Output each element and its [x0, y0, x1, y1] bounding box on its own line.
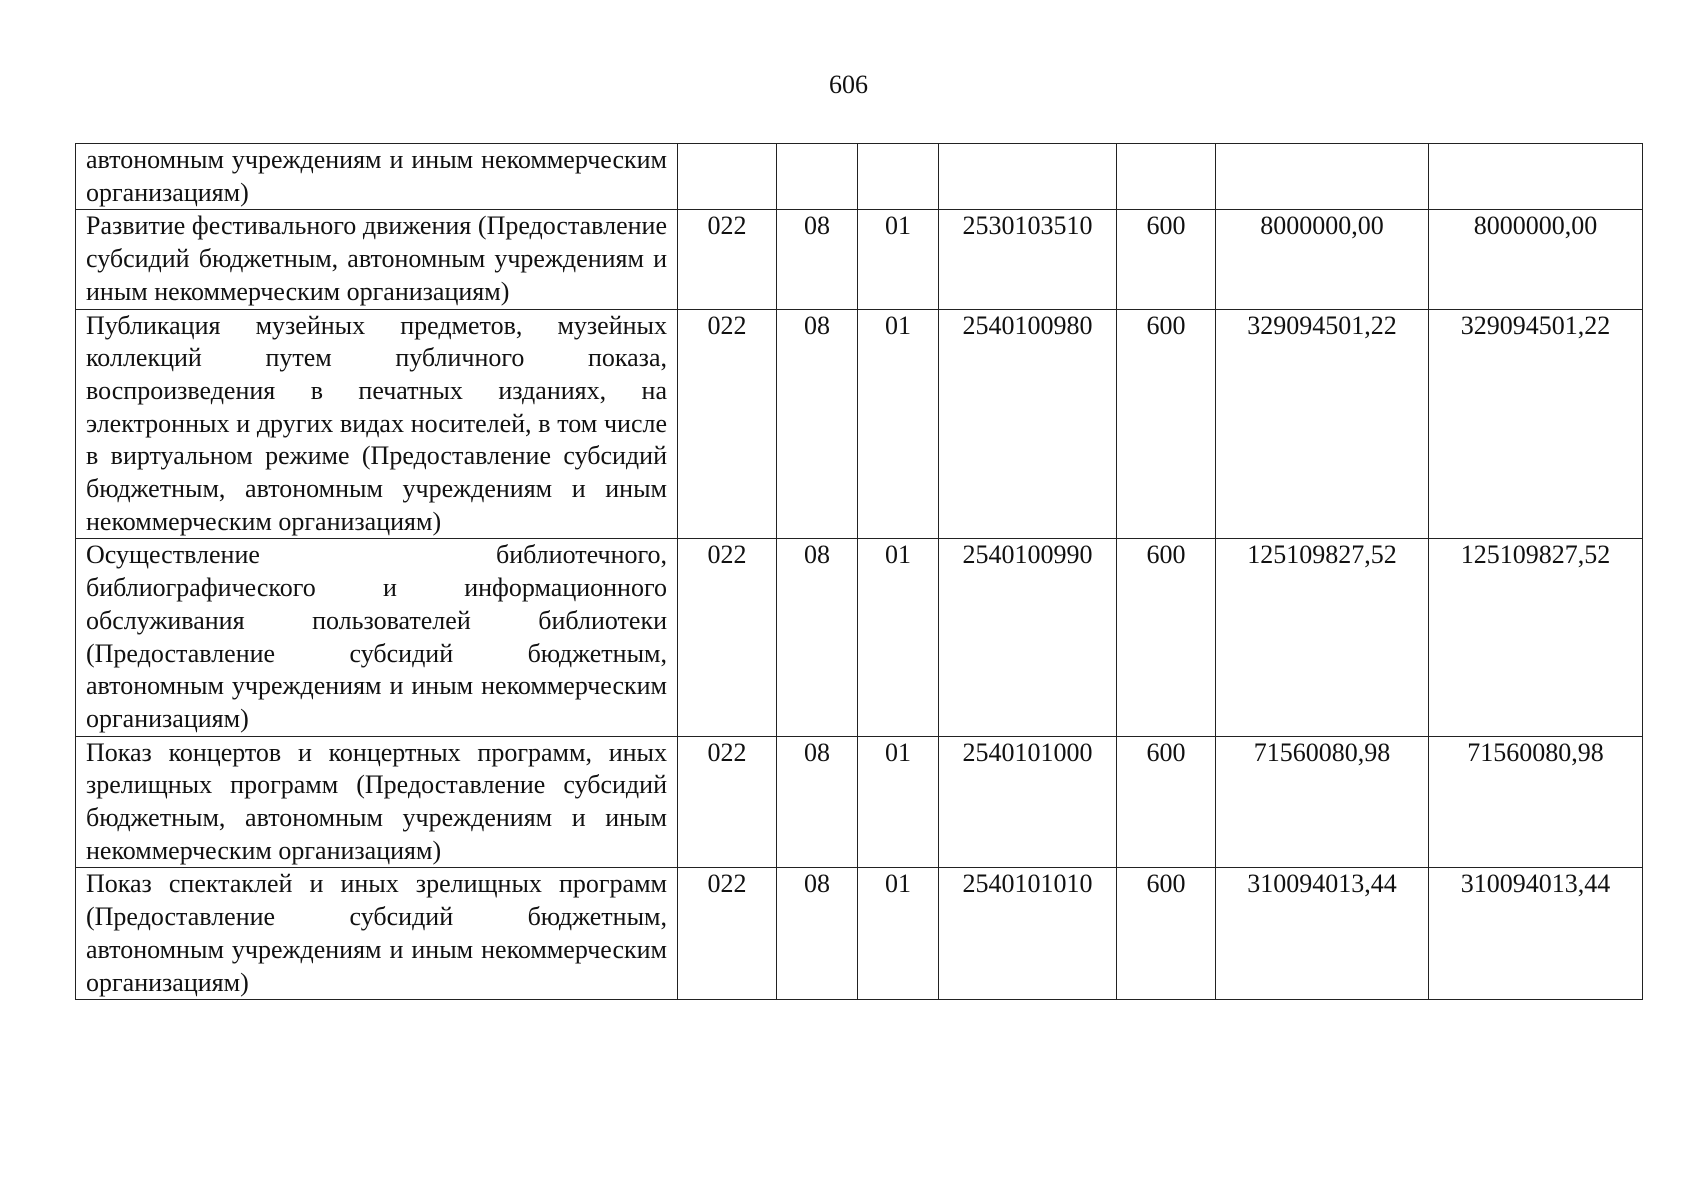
row-expense-type-code: 600	[1117, 868, 1216, 1000]
row-description: Показ спектаклей и иных зрелищных программ (Предоставление субсидий бюджетным, автономным учреждениям и иным некоммерческим организациям)	[76, 868, 678, 1000]
table-row	[76, 539, 1643, 736]
row-grbs-code	[678, 144, 777, 210]
row-grbs-code: 022	[678, 309, 777, 539]
row-amount-second: 125109827,52	[1429, 539, 1643, 736]
row-target-article-code: 2540101000	[939, 736, 1117, 868]
row-section-code: 08	[777, 868, 858, 1000]
row-amount-second: 8000000,00	[1429, 210, 1643, 309]
row-amount-first: 329094501,22	[1216, 309, 1429, 539]
row-description: автономным учреждениям и иным некоммерческим организациям)	[76, 144, 678, 210]
row-amount-second: 310094013,44	[1429, 868, 1643, 1000]
row-description: Осуществление библиотечного, библиографического и информационного обслуживания пользователей библиотеки (Предоставление субсидий бюджетным, автономным учреждениям и иным некоммерческим организациям)	[76, 539, 678, 736]
row-section-code: 08	[777, 309, 858, 539]
row-subsection-code	[858, 144, 939, 210]
row-description: Показ концертов и концертных программ, иных зрелищных программ (Предоставление субсидий бюджетным, автономным учреждениям и иным некоммерческим организациям)	[76, 736, 678, 868]
table-row	[76, 736, 1643, 868]
table-row	[76, 210, 1643, 309]
row-grbs-code: 022	[678, 539, 777, 736]
row-subsection-code: 01	[858, 736, 939, 868]
row-amount-second	[1429, 144, 1643, 210]
row-amount-first: 125109827,52	[1216, 539, 1429, 736]
row-target-article-code: 2540101010	[939, 868, 1117, 1000]
row-grbs-code: 022	[678, 210, 777, 309]
row-target-article-code: 2530103510	[939, 210, 1117, 309]
row-target-article-code: 2540100980	[939, 309, 1117, 539]
row-amount-first: 310094013,44	[1216, 868, 1429, 1000]
row-expense-type-code: 600	[1117, 210, 1216, 309]
row-expense-type-code	[1117, 144, 1216, 210]
row-description: Развитие фестивального движения (Предоставление субсидий бюджетным, автономным учреждениям и иным некоммерческим организациям)	[76, 210, 678, 309]
row-section-code	[777, 144, 858, 210]
row-amount-first: 8000000,00	[1216, 210, 1429, 309]
table-row	[76, 144, 1643, 210]
budget-table	[75, 143, 1643, 1000]
row-section-code: 08	[777, 210, 858, 309]
row-target-article-code	[939, 144, 1117, 210]
row-amount-first: 71560080,98	[1216, 736, 1429, 868]
table-row	[76, 868, 1643, 1000]
row-target-article-code: 2540100990	[939, 539, 1117, 736]
row-section-code: 08	[777, 539, 858, 736]
row-amount-second: 71560080,98	[1429, 736, 1643, 868]
page-number: 606	[829, 70, 868, 99]
row-expense-type-code: 600	[1117, 539, 1216, 736]
row-subsection-code: 01	[858, 868, 939, 1000]
table-row	[76, 309, 1643, 539]
row-subsection-code: 01	[858, 210, 939, 309]
row-expense-type-code: 600	[1117, 736, 1216, 868]
row-subsection-code: 01	[858, 309, 939, 539]
row-grbs-code: 022	[678, 868, 777, 1000]
row-amount-second: 329094501,22	[1429, 309, 1643, 539]
row-grbs-code: 022	[678, 736, 777, 868]
row-description: Публикация музейных предметов, музейных коллекций путем публичного показа, воспроизведения в печатных изданиях, на электронных и других видах носителей, в том числе в виртуальном режиме (Предоставление субсидий бюджетным, автономным учреждениям и иным некоммерческим организациям)	[76, 309, 678, 539]
row-amount-first	[1216, 144, 1429, 210]
row-subsection-code: 01	[858, 539, 939, 736]
row-expense-type-code: 600	[1117, 309, 1216, 539]
row-section-code: 08	[777, 736, 858, 868]
